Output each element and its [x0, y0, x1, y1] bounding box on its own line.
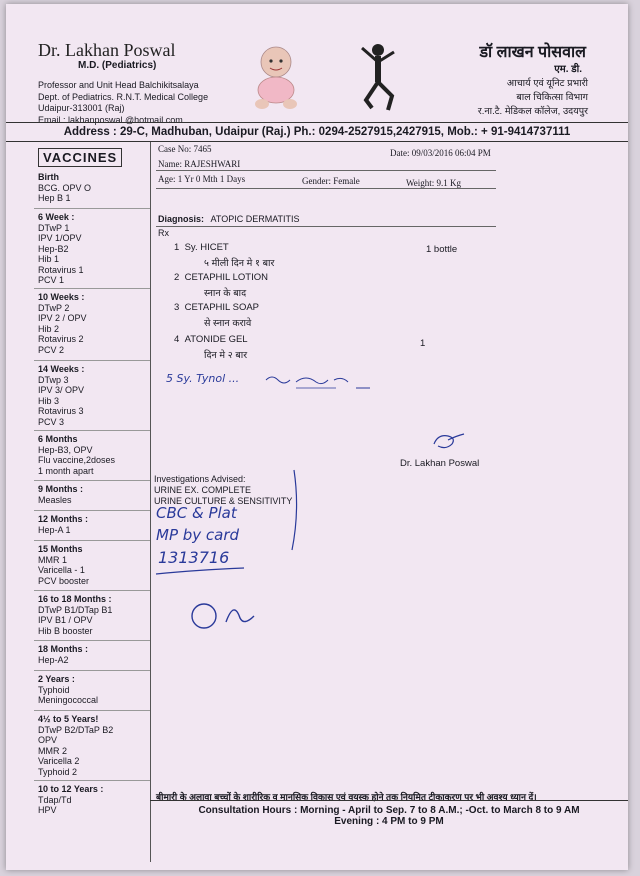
handwritten-investigation: MP by card — [156, 526, 240, 544]
medicine-number: 3 — [174, 302, 180, 313]
vaccine-group-title: 15 Months — [38, 544, 83, 554]
rx-symbol: Rx — [158, 228, 169, 238]
patient-gender: Gender: Female — [302, 176, 360, 186]
rule — [156, 188, 496, 189]
vaccine-item: Rotavirus 3 — [38, 406, 84, 416]
vaccine-separator — [34, 640, 150, 641]
medicine-item — [174, 272, 268, 283]
medicine-dosage: दिन मे २ बार — [204, 350, 248, 361]
medicine-dosage: ५ मीली दिन मे १ बार — [204, 258, 275, 269]
footer-hindi-note: बीमारी के अलावा बच्चों के शारीरिक व मानसिक विकास एवं वयस्क होने तक नियमित टीकाकरण पर भी अवश्य ध्यान दें। — [156, 792, 537, 802]
vaccine-item: Hep-B3, OPV — [38, 444, 93, 455]
vaccine-item: Hep-A2 — [38, 654, 69, 665]
vaccine-item: DTwP 1 — [38, 222, 70, 233]
vaccine-separator — [34, 540, 150, 541]
handwritten-scribble — [166, 372, 376, 394]
vaccine-item: Varicella - 1 — [38, 565, 85, 575]
medicine-number: 2 — [174, 272, 180, 283]
vaccine-group — [38, 514, 88, 535]
medicine-quantity: 1 bottle — [426, 244, 458, 255]
detail-line: Udaipur-313001 (Raj) — [38, 103, 125, 113]
vaccine-group-title: 10 Weeks : — [38, 292, 85, 302]
vaccine-group-title: 18 Months : — [38, 644, 89, 654]
vaccine-group-title: 12 Months : — [38, 514, 89, 524]
vaccine-item: Hib B booster — [38, 625, 93, 636]
vaccine-group-title: 4½ to 5 Years! — [38, 714, 99, 724]
medicine-dosage: स्नान के बाद — [204, 288, 247, 299]
vaccine-separator — [34, 288, 150, 289]
medicine-quantity: 1 — [420, 338, 426, 349]
patient-weight: Weight: 9.1 Kg — [406, 178, 462, 188]
medicine-name: Sy. HICET — [184, 242, 229, 253]
detail-line: Dept. of Pediatrics. R.N.T. Medical College — [38, 91, 209, 102]
rule — [156, 226, 496, 227]
baby-illustration — [250, 44, 304, 114]
vaccine-item: IPV 3/ OPV — [38, 385, 85, 395]
medicine-number: 4 — [174, 334, 180, 345]
vaccine-separator — [34, 430, 150, 431]
consultation-hours: Consultation Hours : Morning - April to Sep. 7 to 8 A.M.; -Oct. to March 8 to 9 AM — [150, 800, 628, 816]
vaccine-group-title: 10 to 12 Years : — [38, 784, 104, 794]
medicine-item — [174, 334, 248, 345]
diagnosis-value: ATOPIC DERMATITIS — [210, 214, 300, 224]
handwritten-note: 5 Sy. Tynol ... — [166, 372, 240, 385]
vaccine-item: Hib 1 — [38, 254, 60, 264]
patient-name: Name: RAJESHWARI — [158, 159, 241, 169]
patient-age: Age: 1 Yr 0 Mth 1 Days — [158, 174, 246, 184]
vaccine-item: Varicella 2 — [38, 756, 80, 766]
diagnosis — [158, 214, 300, 224]
vaccine-group-title: Birth — [38, 172, 59, 182]
vaccine-item: Meningococcal — [38, 695, 99, 705]
vaccine-separator — [34, 780, 150, 781]
vaccine-group-title: 9 Months : — [38, 484, 83, 494]
prescription-paper — [6, 4, 628, 870]
vaccine-group — [38, 594, 112, 636]
vaccine-group-title: 6 Week : — [38, 212, 75, 222]
vaccine-group-title: 6 Months — [38, 434, 78, 444]
handwritten-investigation: 1313716 — [158, 548, 230, 567]
medicine-item — [174, 242, 229, 253]
vaccine-item: Hep-A 1 — [38, 524, 71, 535]
vaccine-group — [38, 292, 87, 355]
degree-hi: एम. डी. — [554, 64, 582, 75]
detail-line-hi: आचार्य एवं यूनिट प्रभारी — [506, 78, 588, 89]
vaccine-group — [38, 674, 98, 706]
investigation-item: URINE EX. COMPLETE — [154, 485, 252, 495]
doctor-name-hi: डॉ लाखन पोसवाल — [479, 44, 586, 61]
jumping-man-illustration — [356, 42, 402, 114]
vaccine-group — [38, 364, 84, 427]
vaccine-separator — [34, 480, 150, 481]
vaccine-item: MMR 1 — [38, 554, 67, 565]
vaccine-item: Hep B 1 — [38, 193, 71, 203]
detail-line: Professor and Unit Head Balchikitsalaya — [38, 80, 199, 90]
vaccine-item: PCV 1 — [38, 275, 65, 285]
vaccine-group — [38, 172, 91, 204]
vaccine-item: Flu vaccine,2doses — [38, 455, 116, 465]
vaccine-item: PCV 2 — [38, 344, 65, 355]
vaccine-item: DTwP B2/DTaP B2 — [38, 724, 114, 735]
vaccine-separator — [34, 590, 150, 591]
vaccine-item: Tdap/Td — [38, 794, 72, 805]
evening-hours: Evening : 4 PM to 9 PM — [334, 816, 444, 827]
vaccine-item: IPV 2 / OPV — [38, 313, 87, 323]
signature-name: Dr. Lakhan Poswal — [400, 458, 480, 469]
email-line: Email : lakhanposwal @hotmail.com — [38, 114, 183, 125]
vaccine-group — [38, 714, 113, 777]
vaccine-group-title: 16 to 18 Months : — [38, 594, 112, 604]
vaccine-group-title: 14 Weeks : — [38, 364, 85, 374]
medicine-name: ATONIDE GEL — [184, 334, 248, 345]
vaccine-group — [38, 484, 83, 505]
doctor-details-en — [38, 80, 208, 126]
rule — [156, 170, 496, 171]
medicine-name: CETAPHIL LOTION — [184, 272, 268, 283]
vaccine-item: 1 month apart — [38, 465, 94, 476]
investigations-title: Investigations Advised: — [154, 474, 246, 484]
medicine-number: 1 — [174, 242, 180, 253]
vaccine-group — [38, 434, 115, 476]
vaccine-item: DTwp 3 — [38, 374, 69, 385]
degree-en: M.D. (Pediatrics) — [78, 60, 157, 71]
vaccine-separator — [34, 710, 150, 711]
medicine-dosage: से स्नान करावे — [204, 318, 252, 329]
vaccine-separator — [34, 670, 150, 671]
address-bar: Address : 29-C, Madhuban, Udaipur (Raj.) Ph.: 0294-2527915,2427915, Mob.: + 91-9414737111 — [6, 122, 628, 142]
vaccine-item: DTwP 2 — [38, 302, 70, 313]
diagnosis-label: Diagnosis: — [158, 214, 205, 224]
vaccine-item: Rotavirus 1 — [38, 264, 84, 275]
vaccine-item: Hep-B2 — [38, 243, 69, 254]
vaccine-item: Rotavirus 2 — [38, 334, 84, 344]
handwritten-marks — [146, 466, 316, 636]
medicine-item — [174, 302, 259, 313]
vaccine-separator — [34, 360, 150, 361]
vaccine-item: Measles — [38, 494, 72, 505]
vaccines-title: VACCINES — [38, 148, 122, 167]
vaccine-item: PCV 3 — [38, 416, 65, 427]
vaccine-item: BCG. OPV O — [38, 182, 92, 193]
vaccine-group — [38, 544, 89, 586]
vaccine-item: Typhoid — [38, 684, 70, 695]
vaccine-item: HPV — [38, 805, 57, 815]
vaccine-group — [38, 212, 84, 286]
investigation-item: URINE CULTURE & SENSITIVITY — [154, 496, 293, 506]
case-number: Case No: 7465 — [158, 144, 212, 154]
vaccine-item: PCV booster — [38, 575, 90, 586]
vaccine-separator — [34, 510, 150, 511]
vaccine-item: IPV B1 / OPV — [38, 615, 93, 625]
vaccine-item: Hib 3 — [38, 395, 60, 406]
vaccine-item: MMR 2 — [38, 745, 67, 756]
vaccine-separator — [34, 208, 150, 209]
vaccine-item: Hib 2 — [38, 323, 60, 334]
vaccine-group — [38, 784, 103, 816]
handwritten-investigation: CBC & Plat — [156, 504, 237, 522]
visit-date: Date: 09/03/2016 06:04 PM — [390, 148, 491, 158]
detail-line-hi: बाल चिकित्सा विभाग — [516, 92, 588, 103]
vaccine-item: Typhoid 2 — [38, 766, 78, 777]
vaccine-group-title: 2 Years : — [38, 674, 75, 684]
medicine-name: CETAPHIL SOAP — [184, 302, 260, 313]
vaccine-item: OPV — [38, 735, 58, 745]
vaccine-item: DTwP B1/DTap B1 — [38, 604, 113, 615]
vaccine-item: IPV 1/OPV — [38, 233, 82, 243]
vaccine-group — [38, 644, 88, 665]
detail-line-hi: र.ना.टै. मेडिकल कॉलेज, उदयपुर — [477, 106, 588, 117]
doctor-name-en: Dr. Lakhan Poswal — [38, 40, 176, 60]
signature-mark — [428, 430, 468, 454]
